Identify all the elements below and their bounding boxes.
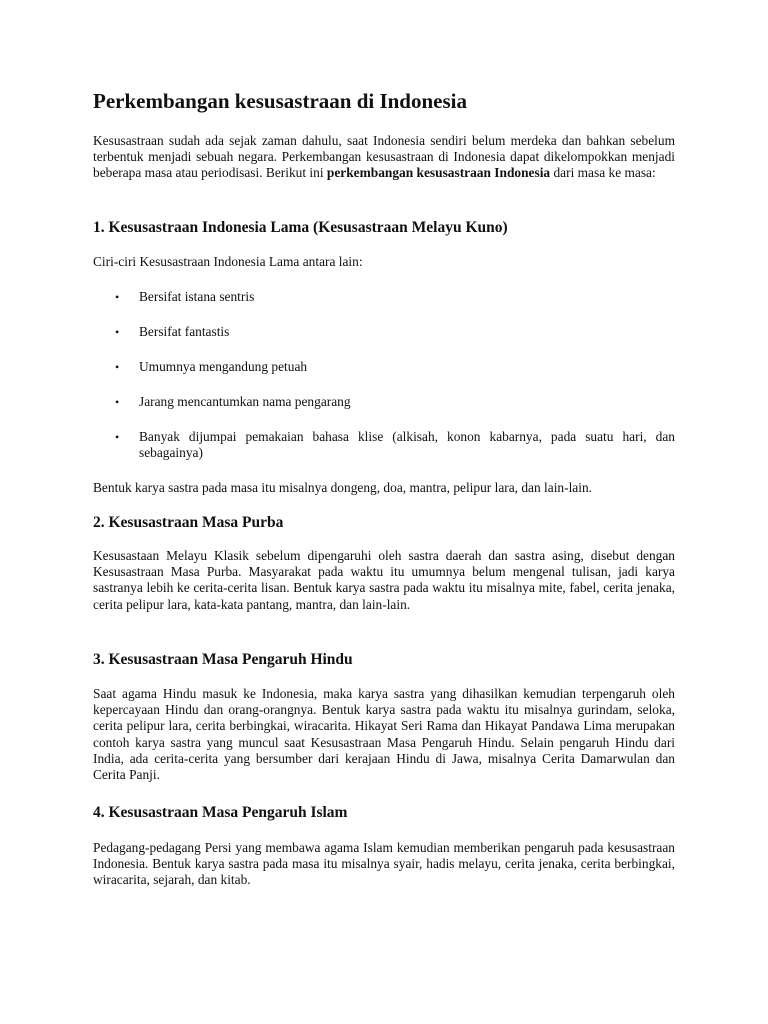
list-item-text: Jarang mencantumkan nama pengarang — [139, 394, 351, 409]
section-3-body: Saat agama Hindu masuk ke Indonesia, maka karya sastra yang dihasilkan kemudian terpengaruh oleh kepercayaan Hindu dan orang-orangnya. Bentuk karya sastra pada waktu itu misalnya gurindam, seloka, cerita pelipur lara, cerita berbingkai, wiracarita. Hikayat Seri Rama dan Hikayat Pandawa Lima merupakan contoh karya sastra yang muncul saat Kesusastraan Masa Pengaruh Hindu. Selain pengaruh Hindu dari India, ada cerita-cerita yang bersumber dari kerajaan Hindu di Jawa, misalnya Cerita Damarwulan dan Cerita Panji. — [93, 686, 675, 783]
intro-bold-text: perkembangan kesusastraan Indonesia — [326, 165, 551, 181]
bullet-marker: • — [115, 360, 120, 374]
section-1-lead: Ciri-ciri Kesusastraan Indonesia Lama antara lain: — [93, 254, 363, 269]
bullet-marker: • — [115, 290, 120, 304]
bullet-marker: • — [115, 395, 120, 409]
intro-text-before: Kesusastraan sudah ada sejak zaman dahulu, saat Indonesia sendiri belum merdeka dan bahkan sebelum terbentuk menjadi sebuah negara. Perkembangan kesusastraan di Indonesia dapat dikelompokkan menjadi beberapa masa atau periodisasi. Berikut ini — [93, 133, 675, 181]
section-4-body: Pedagang-pedagang Persi yang membawa agama Islam kemudian memberikan pengaruh pada kesusastraan Indonesia. Bentuk karya sastra pada masa itu misalnya syair, hadis melayu, cerita jenaka, cerita berbingkai, wiracarita, sejarah, dan kitab. — [93, 840, 675, 888]
page-title: Perkembangan kesusastraan di Indonesia — [93, 89, 467, 113]
list-item-text: Bersifat fantastis — [139, 324, 230, 339]
section-2-heading: 2. Kesusastraan Masa Purba — [93, 514, 284, 531]
intro-text-after: dari masa ke masa: — [550, 165, 656, 181]
intro-paragraph — [93, 133, 675, 182]
bullet-marker: • — [115, 325, 120, 339]
section-4-heading: 4. Kesusastraan Masa Pengaruh Islam — [93, 804, 348, 821]
section-1-closing: Bentuk karya sastra pada masa itu misalnya dongeng, doa, mantra, pelipur lara, dan lain-lain. — [93, 480, 593, 495]
section-2-body: Kesusastaan Melayu Klasik sebelum dipengaruhi oleh sastra daerah dan sastra asing, disebut dengan Kesusastraan Masa Purba. Masyarakat pada waktu itu umumnya belum mengenal tulisan, jadi karya sastranya lebih ke cerita-cerita lisan. Bentuk karya sastra pada waktu itu misalnya mite, fabel, cerita jenaka, cerita pelipur lara, kata-kata pantang, mantra, dan lain-lain. — [93, 548, 675, 612]
section-3-heading: 3. Kesusastraan Masa Pengaruh Hindu — [93, 651, 353, 668]
list-item-text: Bersifat istana sentris — [139, 289, 255, 304]
list-item-text: Banyak dijumpai pemakaian bahasa klise (alkisah, konon kabarnya, pada suatu hari, dan sebagainya) — [139, 429, 675, 461]
list-item-text: Umumnya mengandung petuah — [139, 359, 308, 374]
section-1-heading: 1. Kesusastraan Indonesia Lama (Kesusastraan Melayu Kuno) — [93, 219, 508, 236]
bullet-marker: • — [115, 430, 120, 444]
